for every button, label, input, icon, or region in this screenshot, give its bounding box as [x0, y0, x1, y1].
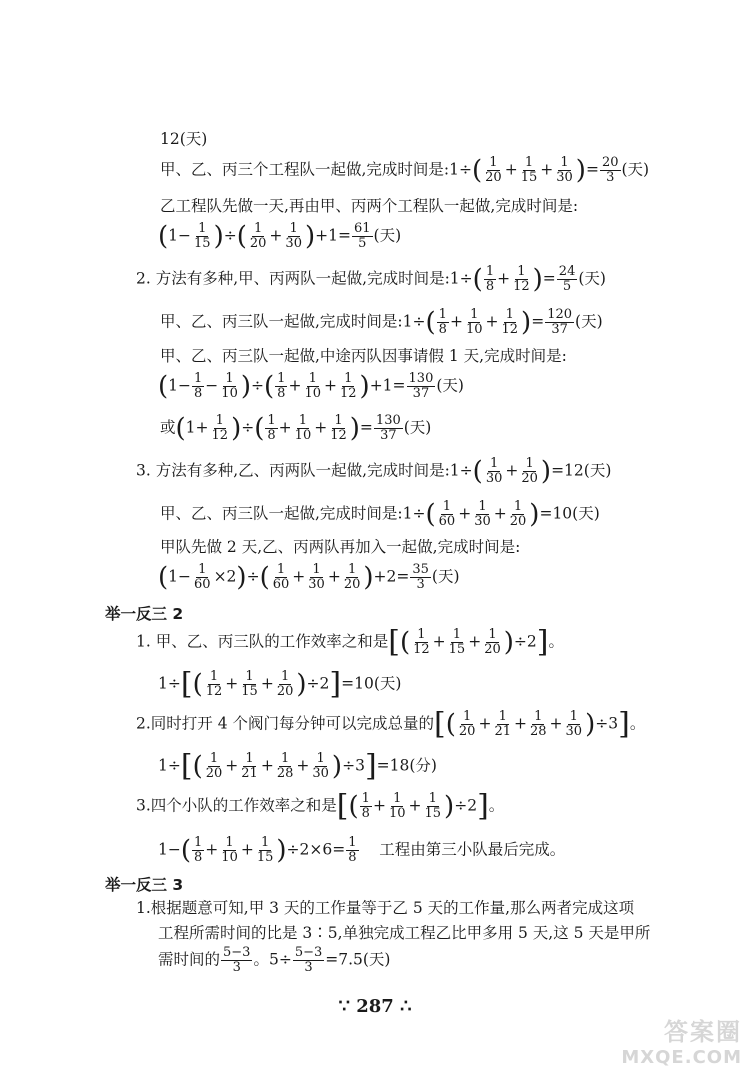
answer-line: 1÷[( $\frac{1}{12}$ + $\frac{1}{15}$ + $\frac{1}{20}$ )÷2]=10(天): [158, 666, 402, 702]
answer-line: 甲、乙、丙三队一起做,完成时间是:1÷( $\frac{1}{60}$ + $\frac{1}{30}$ + $\frac{1}{20}$ )=10(天): [160, 499, 600, 530]
answer-line: 工程所需时间的比是 3∶5,单独完成工程乙比甲多用 5 天,这 5 天是甲所: [158, 924, 651, 942]
answer-line: 甲、乙、丙三个工程队一起做,完成时间是:1÷( $\frac{1}{20}$ + $\frac{1}{15}$ + $\frac{1}{30}$ )= $\frac{20}{3}$ (天): [160, 155, 650, 186]
answer-line: 甲、乙、丙三队一起做,完成时间是:1÷( $\frac{1}{8}$ + $\frac{1}{10}$ + $\frac{1}{12}$ )= $\frac{120}{37}$ (天): [160, 307, 603, 338]
section-heading: 举一反三 3: [105, 876, 184, 894]
answer-line: 3. 方法有多种,乙、丙两队一起做,完成时间是:1÷( $\frac{1}{30}$ + $\frac{1}{20}$ )=12(天): [136, 456, 612, 487]
answer-line: 1. 甲、乙、丙三队的工作效率之和是[( $\frac{1}{12}$ + $\frac{1}{15}$ + $\frac{1}{20}$ )÷2]。: [136, 624, 564, 660]
answer-line: 2. 方法有多种,甲、丙两队一起做,完成时间是:1÷( $\frac{1}{8}$ + $\frac{1}{12}$ )= $\frac{24}{5}$ (天): [136, 264, 606, 295]
answer-line: (1− $\frac{1}{60}$ ×2)÷( $\frac{1}{60}$ + $\frac{1}{30}$ + $\frac{1}{20}$ )+2= $\frac{35}{3}$ (天): [158, 562, 460, 593]
answer-line: 甲、乙、丙三队一起做,中途丙队因事请假 1 天,完成时间是:: [160, 347, 567, 365]
dots-icon: ∴: [400, 996, 412, 1017]
answer-line: 12(天): [160, 130, 208, 148]
answer-line: 1÷[( $\frac{1}{20}$ + $\frac{1}{21}$ + $\frac{1}{28}$ + $\frac{1}{30}$ )÷3]=18(分): [158, 748, 437, 784]
answer-line: 或(1+ $\frac{1}{12}$ )÷( $\frac{1}{8}$ + $\frac{1}{10}$ + $\frac{1}{12}$ )= $\frac{130}{37}$ (天): [160, 413, 432, 444]
watermark-logo: 答案圈 MXQE.COM: [621, 1018, 742, 1068]
page-number: ∵ 287 ∴: [338, 996, 412, 1017]
answer-line: 乙工程队先做一天,再由甲、丙两个工程队一起做,完成时间是:: [160, 197, 579, 215]
section-heading: 举一反三 2: [105, 605, 184, 623]
dots-icon: ∵: [338, 996, 350, 1017]
answer-line: 需时间的 $\frac{5-3}{3}$ 。5÷ $\frac{5-3}{3}$ =7.5(天): [158, 945, 391, 975]
answer-line: 甲队先做 2 天,乙、丙两队再加入一起做,完成时间是:: [160, 538, 521, 556]
answer-line: 1−( $\frac{1}{8}$ + $\frac{1}{10}$ + $\frac{1}{15}$ )÷2×6= $\frac{1}{8}$ 工程由第三小队最后完成。: [158, 835, 566, 866]
answer-line: 3.四个小队的工作效率之和是[( $\frac{1}{8}$ + $\frac{1}{10}$ + $\frac{1}{15}$ )÷2]。: [136, 788, 505, 824]
answer-line: 1.根据题意可知,甲 3 天的工作量等于乙 5 天的工作量,那么两者完成这项: [136, 899, 635, 917]
answer-line: (1− $\frac{1}{15}$ )÷( $\frac{1}{20}$ + $\frac{1}{30}$ )+1= $\frac{61}{5}$ (天): [158, 221, 402, 252]
answer-line: (1− $\frac{1}{8}$ − $\frac{1}{10}$ )÷( $\frac{1}{8}$ + $\frac{1}{10}$ + $\frac{1}{12}$ )+1= $\frac{130}{37}$ (天): [158, 371, 464, 402]
answer-line: 2.同时打开 4 个阀门每分钟可以完成总量的[( $\frac{1}{20}$ + $\frac{1}{21}$ + $\frac{1}{28}$ + $\frac{1}{30}$ )÷3]。: [136, 706, 646, 742]
